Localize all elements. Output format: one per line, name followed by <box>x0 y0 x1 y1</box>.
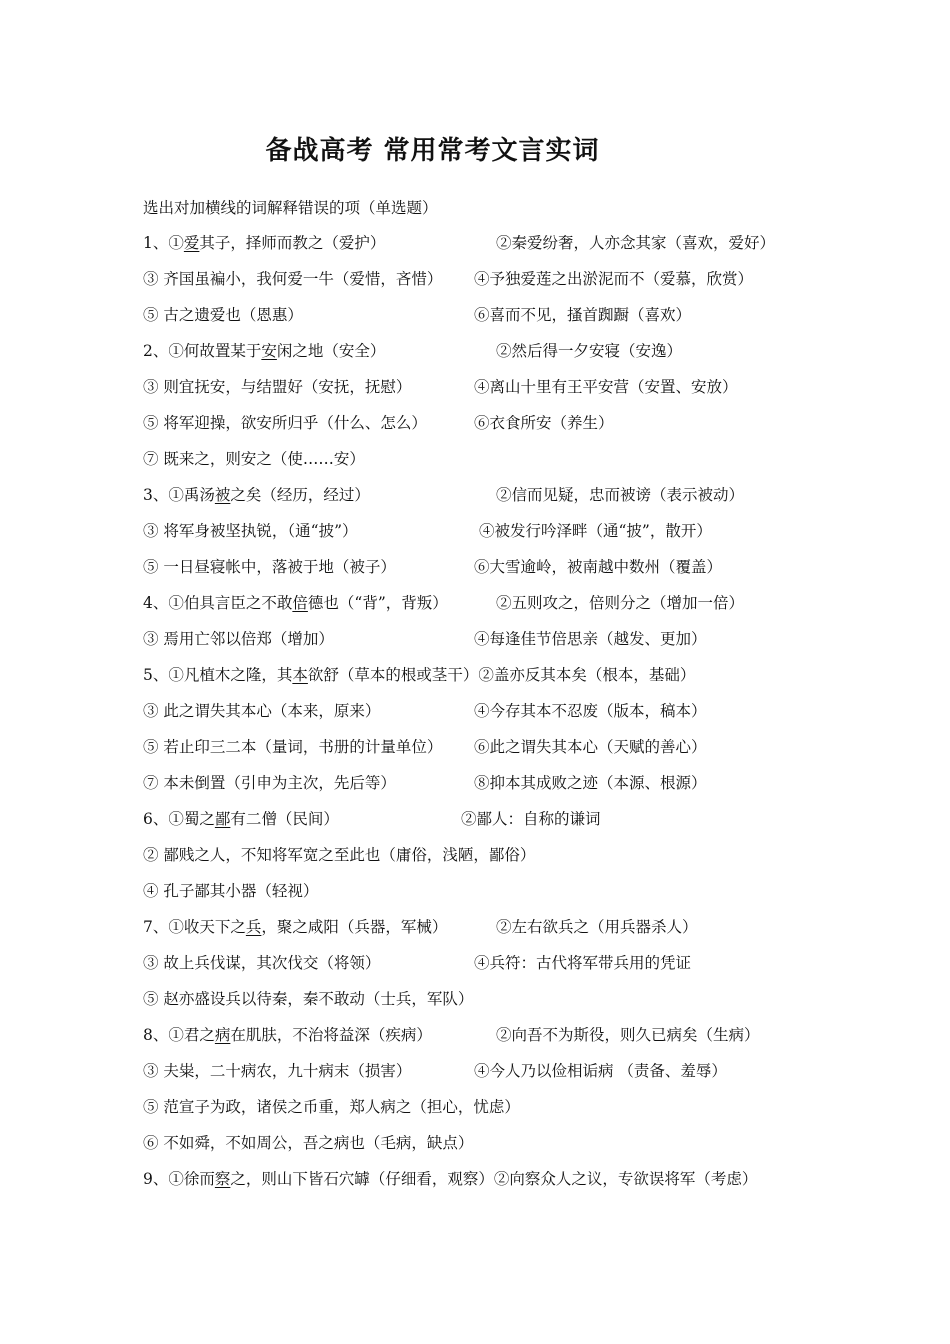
line-right: ⑥大雪逾岭，被南越中数州（覆盖） <box>474 558 723 576</box>
instruction-text: 选出对加横线的词解释错误的项（单选题） <box>143 199 438 217</box>
question-line <box>143 915 933 951</box>
line-left: ⑤ 将军迎操，欲安所归乎（什么、怎么） <box>143 414 427 432</box>
question-line <box>143 1023 933 1059</box>
line-left: ③ 齐国虽褊小，我何爱一牛（爱惜，吝惜） <box>143 270 443 288</box>
question-line <box>143 1167 933 1203</box>
question-line <box>143 375 933 411</box>
line-right: ④予独爱莲之出淤泥而不（爱慕，欣赏） <box>474 270 754 288</box>
line-right: ②秦爱纷奢，人亦念其家（喜欢，爱好） <box>496 234 776 252</box>
question-line <box>143 663 933 699</box>
line-right: ②信而见疑，忠而被谤（表示被动） <box>496 486 745 504</box>
line-left: ③ 故上兵伐谋，其次伐交（将领） <box>143 954 381 972</box>
line-left: 4、①伯具言臣之不敢倍德也（“背”，背叛） <box>143 594 448 612</box>
underlined-word: 察 <box>214 1170 231 1188</box>
line-right: ④被发行吟泽畔（通“披”，散开） <box>479 522 712 540</box>
question-line <box>143 843 933 879</box>
question-line <box>143 555 933 591</box>
line-right: ④今人乃以俭相诟病 （责备、羞辱） <box>474 1062 727 1080</box>
line-left: ③ 将军身被坚执锐，（通“披”） <box>143 522 358 540</box>
line-left: ③ 则宜抚安，与结盟好（安抚，抚慰） <box>143 378 412 396</box>
underlined-word: 鄙 <box>214 810 231 828</box>
line-right: ②鄙人：自称的谦词 <box>461 810 601 828</box>
question-line <box>143 627 933 663</box>
page-title: 备战高考 常用常考文言实词 <box>265 136 600 166</box>
line-left: ⑦ 本未倒置（引申为主次，先后等） <box>143 774 396 792</box>
line-left: 7、①收天下之兵，聚之咸阳（兵器，军械） <box>143 918 448 936</box>
line-left: 2、①何故置某于安闲之地（安全） <box>143 342 386 360</box>
question-line <box>143 447 933 483</box>
question-line <box>143 879 933 915</box>
line-left: ⑦ 既来之，则安之（使……安） <box>143 450 365 468</box>
question-line <box>143 699 933 735</box>
line-left: ② 鄙贱之人，不知将军宽之至此也（庸俗，浅陋，鄙俗） <box>143 846 536 864</box>
question-line <box>143 267 933 303</box>
question-line <box>143 411 933 447</box>
question-line <box>143 1131 933 1167</box>
line-left: 6、①蜀之鄙有二僧（民间） <box>143 810 339 828</box>
line-right: ②向吾不为斯役，则久已病矣（生病） <box>496 1026 760 1044</box>
line-right: ④离山十里有王平安营（安置、安放） <box>474 378 738 396</box>
underlined-word: 本 <box>292 666 308 684</box>
question-line <box>143 339 933 375</box>
line-left: ④ 孔子鄙其小器（轻视） <box>143 882 319 900</box>
line-right: ②然后得一夕安寝（安逸） <box>496 342 683 360</box>
underlined-word: 病 <box>214 1026 231 1044</box>
line-left: ③ 焉用亡邻以倍郑（增加） <box>143 630 334 648</box>
question-line <box>143 771 933 807</box>
line-right: ⑧抑本其成败之迹（本源、根源） <box>474 774 707 792</box>
question-line <box>143 591 933 627</box>
line-left: 3、①禹汤被之矣（经历，经过） <box>143 486 370 504</box>
question-line <box>143 951 933 987</box>
question-line <box>143 987 933 1023</box>
line-right: ⑥此之谓失其本心（天赋的善心） <box>474 738 707 756</box>
question-list <box>143 231 933 1203</box>
underlined-word: 兵 <box>245 918 262 936</box>
underlined-word: 安 <box>261 342 277 360</box>
line-left: 1、①爱其子，择师而教之（爱护） <box>143 234 386 252</box>
line-left: 9、①徐而察之，则山下皆石穴罅（仔细看，观察）②向察众人之议，专欲误将军（考虑） <box>143 1170 758 1188</box>
line-left: ⑥ 不如舜，不如周公，吾之病也（毛病，缺点） <box>143 1134 474 1152</box>
question-line <box>143 519 933 555</box>
question-line <box>143 735 933 771</box>
line-left: ⑤ 范宣子为政，诸侯之币重，郑人病之（担心，忧虑） <box>143 1098 520 1116</box>
line-right: ⑥喜而不见，搔首踟蹰（喜欢） <box>474 306 692 324</box>
underlined-word: 倍 <box>292 594 308 612</box>
question-line <box>143 1095 933 1131</box>
line-left: ③ 此之谓失其本心（本来，原来） <box>143 702 381 720</box>
underlined-word: 爱 <box>183 234 200 252</box>
line-left: 5、①凡植木之隆，其本欲舒（草本的根或茎干）②盖亦反其本矣（根本，基础） <box>143 666 696 684</box>
question-line <box>143 807 933 843</box>
line-right: ④每逢佳节倍思亲（越发、更加） <box>474 630 707 648</box>
line-left: ⑤ 若止印三二本（量词，书册的计量单位） <box>143 738 443 756</box>
underlined-word: 被 <box>214 486 231 504</box>
line-right: ②左右欲兵之（用兵器杀人） <box>496 918 698 936</box>
line-right: ④今存其本不忍废（版本，稿本） <box>474 702 707 720</box>
line-right: ②五则攻之，倍则分之（增加一倍） <box>496 594 745 612</box>
line-right: ④兵符：古代将军带兵用的凭证 <box>474 954 692 972</box>
question-line <box>143 1059 933 1095</box>
line-left: 8、①君之病在肌肤，不治将益深（疾病） <box>143 1026 432 1044</box>
line-right: ⑥衣食所安（养生） <box>474 414 614 432</box>
line-left: ⑤ 古之遗爱也（恩惠） <box>143 306 303 324</box>
line-left: ⑤ 赵亦盛设兵以待秦，秦不敢动（士兵，军队） <box>143 990 474 1008</box>
line-left: ⑤ 一日昼寝帐中，落被于地（被子） <box>143 558 396 576</box>
question-line <box>143 303 933 339</box>
line-left: ③ 夫粜，二十病农，九十病末（损害） <box>143 1062 412 1080</box>
question-line <box>143 231 933 267</box>
question-line <box>143 483 933 519</box>
